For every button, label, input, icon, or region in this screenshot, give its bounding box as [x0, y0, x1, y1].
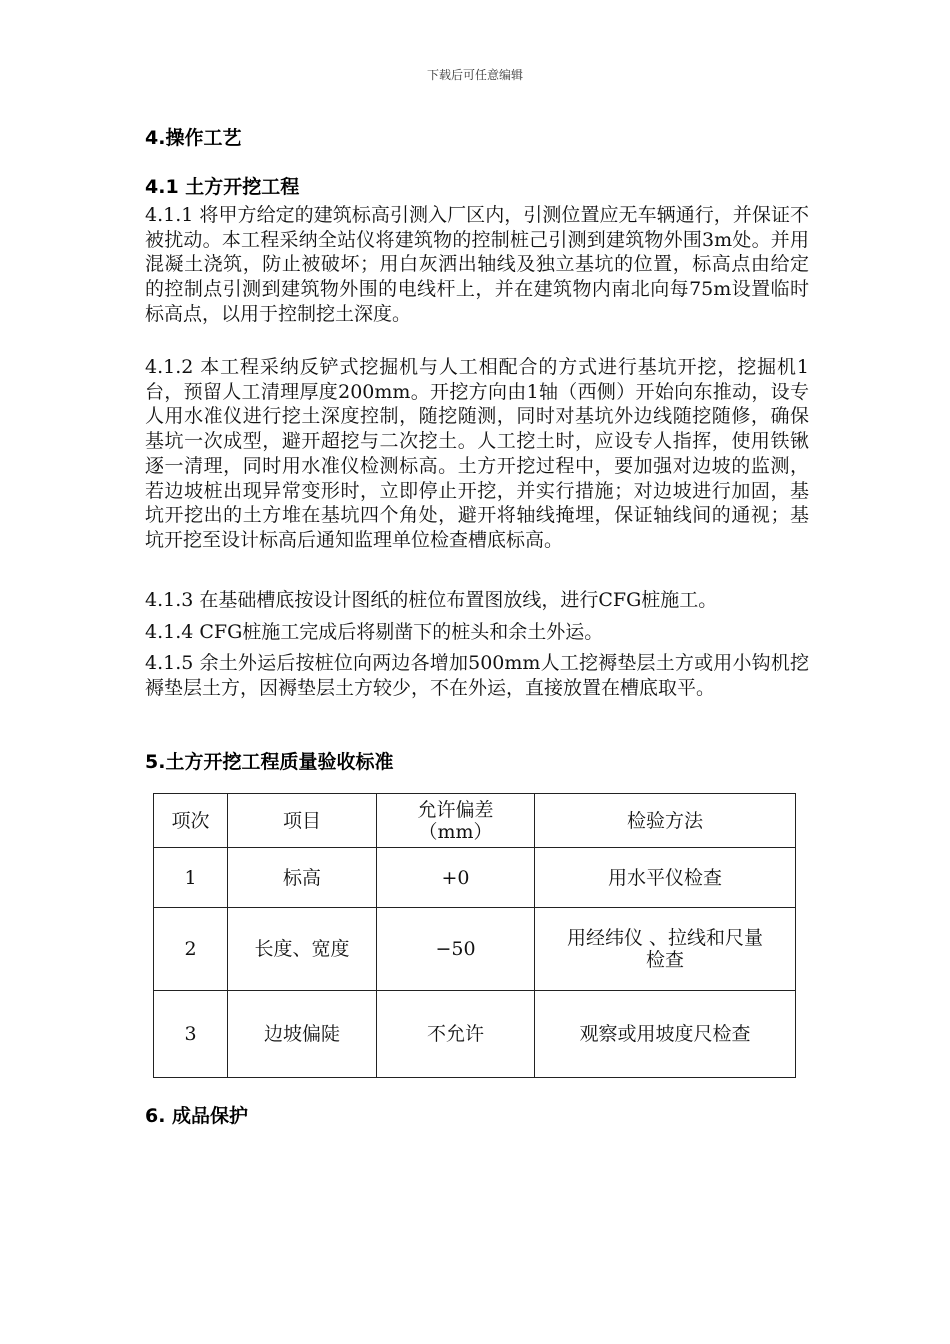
quality-standard-table	[153, 793, 796, 1078]
table-row	[154, 991, 796, 1078]
table-cell: 1	[154, 848, 228, 908]
header-cell-item-no: 项次	[154, 794, 228, 848]
header-cell-tolerance: 允许偏差 （mm）	[377, 794, 535, 848]
table-cell: 标高	[228, 848, 377, 908]
paragraph-4-1-3: 4.1.3 在基础槽底按设计图纸的桩位布置图放线，进行CFG桩施工。	[145, 589, 718, 611]
table-cell: 3	[154, 991, 228, 1078]
section-6-title: 6. 成品保护	[145, 1105, 249, 1127]
table-cell: 观察或用坡度尺检查	[535, 991, 796, 1078]
header-cell-method: 检验方法	[535, 794, 796, 848]
paragraph-4-1-1: 4.1.1 将甲方给定的建筑标高引测入厂区内，引测位置应无车辆通行，并保证不被扰动。本工程采纳全站仪将建筑物的控制桩己引测到建筑物外围3m处。并用混凝土浇筑，防止被破坏；用白灰洒出轴线及独立基坑的位置，标高点由给定的控制点引测到建筑物外围的电线杆上，并在建筑物内南北向每75m设置临时标高点，以用于控制挖土深度。	[145, 204, 809, 325]
table-cell: 用水平仪检查	[535, 848, 796, 908]
section-4-title: 4.操作工艺	[145, 127, 242, 149]
paragraph-4-1-2: 4.1.2 本工程采纳反铲式挖掘机与人工相配合的方式进行基坑开挖，挖掘机1台，预留人工清理厚度200mm。开挖方向由1轴（西侧）开始向东推动，设专人用水准仪进行挖土深度控制，随挖随测，同时对基坑外边线随挖随修，确保基坑一次成型，避开超挖与二次挖土。人工挖土时，应设专人指挥，使用铁锹逐一清理，同时用水准仪检测标高。土方开挖过程中，要加强对边坡的监测，若边坡桩出现异常变形时，立即停止开挖，并实行措施；对边坡进行加固，基坑开挖出的土方堆在基坑四个角处，避开将轴线掩埋，保证轴线间的通视；基坑开挖至设计标高后通知监理单位检查槽底标高。	[145, 356, 809, 551]
table-row	[154, 908, 796, 991]
table-cell: 长度、宽度	[228, 908, 377, 991]
header-cell-item: 项目	[228, 794, 377, 848]
table-header-row	[154, 794, 796, 848]
paragraph-4-1-5: 4.1.5 余土外运后按桩位向两边各增加500mm人工挖褥垫层土方或用小钩机挖褥垫层土方，因褥垫层土方较少，不在外运，直接放置在槽底取平。	[145, 652, 809, 699]
table-cell: 不允许	[377, 991, 535, 1078]
table-cell: +0	[377, 848, 535, 908]
paragraph-4-1-4: 4.1.4 CFG桩施工完成后将剔凿下的桩头和余土外运。	[145, 621, 604, 643]
section-4-1-title: 4.1 土方开挖工程	[145, 176, 300, 198]
page-header: 下载后可任意编辑	[426, 68, 523, 82]
table-row	[154, 848, 796, 908]
section-5-title: 5.土方开挖工程质量验收标准	[145, 751, 394, 773]
table-cell: 边坡偏陡	[228, 991, 377, 1078]
table-cell: −50	[377, 908, 535, 991]
table-cell: 用经纬仪 、拉线和尺量 检查	[535, 908, 796, 991]
table-cell: 2	[154, 908, 228, 991]
